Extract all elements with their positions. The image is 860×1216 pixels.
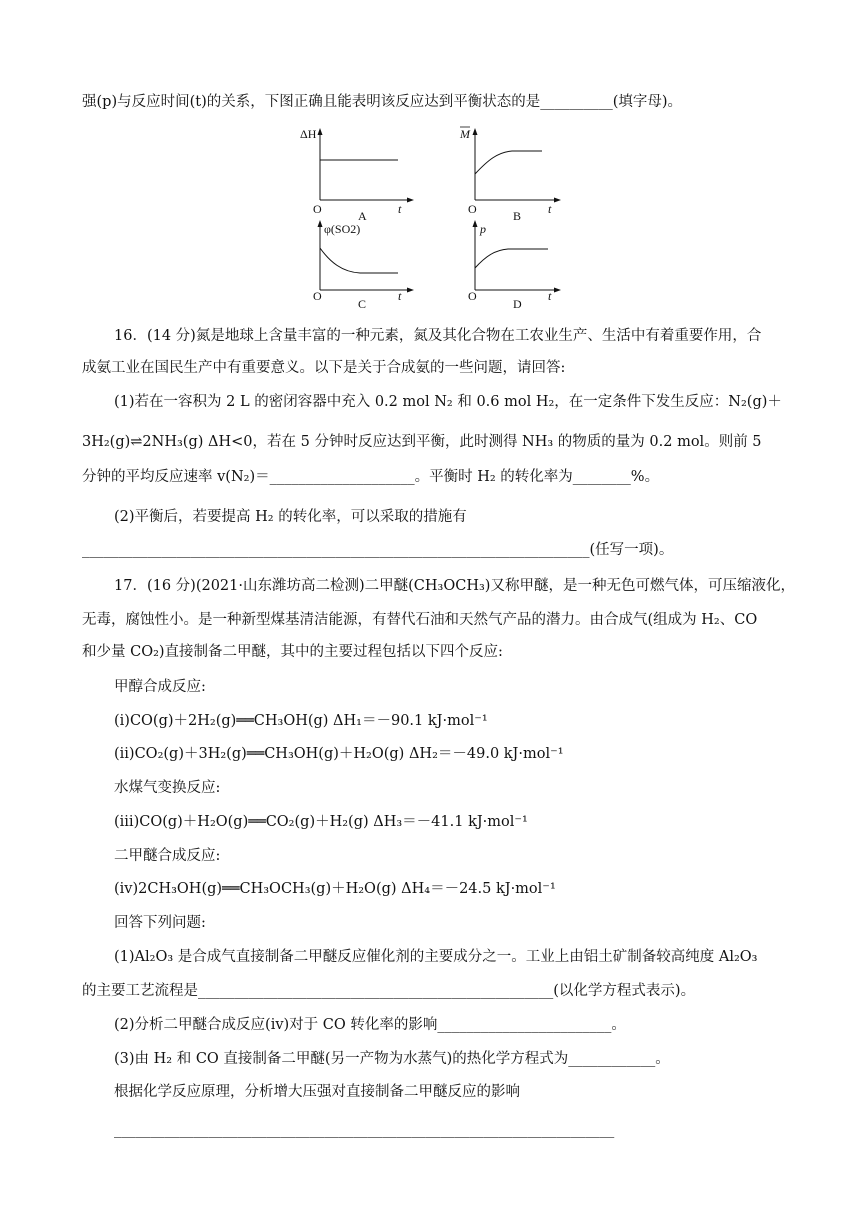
q17-line-3: 和少量 CO₂)直接制备二甲醚，其中的主要过程包括以下四个反应: (82, 644, 503, 660)
reaction-4: (ⅳ)2CH₃OH(g)══CH₃OCH₃(g)＋H₂O(g) ΔH₄＝－24.5 kJ·mol⁻¹ (114, 881, 556, 897)
graph-b-caption: B (513, 209, 522, 223)
q16-line-2: 成氨工业在国民生产中有重要意义。以下是关于合成氨的一些问题，请回答: (82, 360, 566, 376)
q17-line-10: (2)分析二甲醚合成反应(ⅳ)对于 CO 转化率的影响________________________。 (114, 1017, 626, 1033)
q17-line-1: 17．(16 分)(2021·山东潍坊高二检测)二甲醚(CH₃OCH₃)又称甲醚，是一种无色可燃气体，可压缩液化， (114, 578, 795, 594)
graph-c (313, 220, 414, 310)
q17-line-12: 根据化学反应原理，分析增大压强对直接制备二甲醚反应的影响 (114, 1084, 520, 1100)
q17-line-5: 水煤气变换反应: (114, 780, 221, 796)
q17-line-4: 甲醇合成反应: (114, 679, 206, 695)
q17-line-8: (1)Al₂O₃ 是合成气直接制备二甲醚反应催化剂的主要成分之一。工业上由铝土矿制备较高纯度 Al₂O₃ (114, 949, 758, 965)
graph-a-caption: A (358, 209, 367, 223)
graph-a (300, 127, 414, 223)
graph-a-origin: O (313, 202, 322, 216)
graph-a-ylabel: ΔH (300, 127, 317, 141)
graph-c-origin: O (313, 289, 322, 303)
graph-b (459, 127, 561, 223)
graph-c-caption: C (358, 297, 367, 310)
q16-line-3: (1)若在一容积为 2 L 的密闭容器中充入 0.2 mol N₂ 和 0.6 mol H₂，在一定条件下发生反应：N₂(g)＋ (114, 394, 782, 410)
graph-d-ylabel: p (480, 222, 486, 236)
q16-line-6: (2)平衡后，若要提高 H₂ 的转化率，可以采取的措施有 (114, 509, 467, 525)
q17-line-11: (3)由 H₂ 和 CO 直接制备二甲醚(另一产物为水蒸气)的热化学方程式为____________。 (114, 1051, 670, 1067)
q16-line-4: 3H₂(g)⇌2NH₃(g) ΔH<0，若在 5 分钟时反应达到平衡，此时测得 NH₃ 的物质的量为 0.2 mol。则前 5 (82, 434, 762, 450)
graph-c-xlabel: t (398, 289, 402, 303)
graph-b-ylabel: M (460, 127, 470, 141)
q17-answer-line: _____________________________________________________________________ (114, 1122, 615, 1138)
q17-line-9: 的主要工艺流程是_________________________________________________(以化学方程式表示)。 (82, 983, 696, 999)
graphs-figure (300, 120, 580, 310)
reaction-3: (ⅲ)CO(g)＋H₂O(g)══CO₂(g)＋H₂(g) ΔH₃＝－41.1 kJ·mol⁻¹ (114, 814, 528, 830)
q17-line-2: 无毒，腐蚀性小。是一种新型煤基清洁能源，有替代石油和天然气产品的潜力。由合成气(组成为 H₂、CO (82, 612, 758, 628)
intro-line: 强(p)与反应时间(t)的关系，下图正确且能表明该反应达到平衡状态的是__________(填字母)。 (82, 94, 683, 110)
q17-line-6: 二甲醚合成反应: (114, 848, 221, 864)
graph-b-xlabel: t (548, 202, 552, 216)
q16-line-1: 16．(14 分)氮是地球上含量丰富的一种元素，氮及其化合物在工农业生产、生活中有着重要作用，合 (114, 328, 762, 344)
graph-d-origin: O (468, 289, 477, 303)
graph-d (468, 220, 561, 310)
graph-d-caption: D (513, 297, 522, 310)
q16-line-5: 分钟的平均反应速率 v(N₂)＝____________________。平衡时 H₂ 的转化率为________%。 (82, 469, 660, 485)
graph-a-xlabel: t (398, 202, 402, 216)
q17-line-7: 回答下列问题: (114, 915, 206, 931)
reaction-1: (ⅰ)CO(g)＋2H₂(g)══CH₃OH(g) ΔH₁＝－90.1 kJ·mol⁻¹ (114, 713, 488, 729)
graph-d-xlabel: t (548, 289, 552, 303)
q16-line-7: ______________________________________________________________________(任写一项)。 (82, 542, 674, 558)
reaction-2: (ⅱ)CO₂(g)＋3H₂(g)══CH₃OH(g)＋H₂O(g) ΔH₂＝－49.0 kJ·mol⁻¹ (114, 746, 564, 762)
graph-c-ylabel: φ(SO2) (324, 222, 361, 236)
graph-b-origin: O (468, 202, 477, 216)
